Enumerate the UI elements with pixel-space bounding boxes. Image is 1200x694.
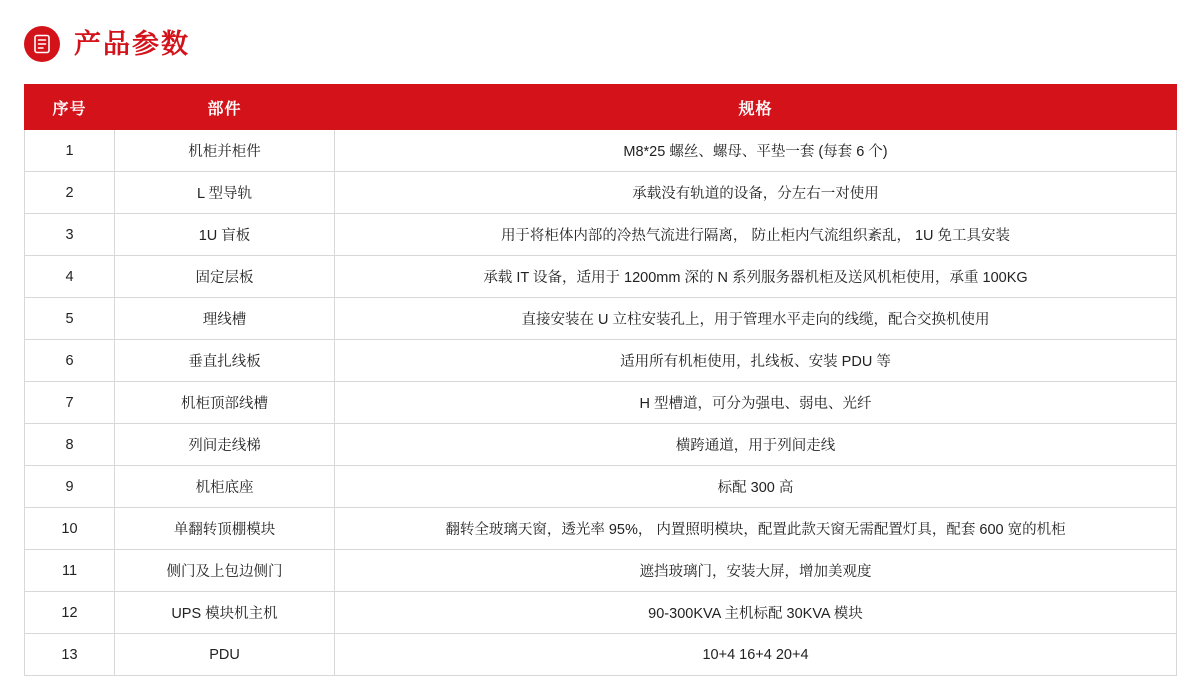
cell-no: 1 bbox=[25, 130, 115, 172]
table-row bbox=[25, 214, 1177, 256]
cell-spec: 适用所有机柜使用，扎线板、安装 PDU 等 bbox=[335, 340, 1177, 382]
cell-part: 机柜并柜件 bbox=[115, 130, 335, 172]
table-row bbox=[25, 256, 1177, 298]
cell-spec: 横跨通道，用于列间走线 bbox=[335, 424, 1177, 466]
table-header bbox=[25, 85, 1177, 130]
table-row bbox=[25, 298, 1177, 340]
cell-part: 理线槽 bbox=[115, 298, 335, 340]
cell-part: 垂直扎线板 bbox=[115, 340, 335, 382]
cell-part: 1U 盲板 bbox=[115, 214, 335, 256]
cell-no: 7 bbox=[25, 382, 115, 424]
cell-no: 11 bbox=[25, 550, 115, 592]
cell-part: 机柜顶部线槽 bbox=[115, 382, 335, 424]
table-header-row bbox=[25, 85, 1177, 130]
table-row bbox=[25, 172, 1177, 214]
cell-part: 固定层板 bbox=[115, 256, 335, 298]
cell-spec: M8*25 螺丝、螺母、平垫一套 (每套 6 个) bbox=[335, 130, 1177, 172]
cell-part: 单翻转顶棚模块 bbox=[115, 508, 335, 550]
cell-no: 6 bbox=[25, 340, 115, 382]
page-header bbox=[0, 0, 1200, 66]
table-row bbox=[25, 382, 1177, 424]
cell-no: 4 bbox=[25, 256, 115, 298]
table-row bbox=[25, 508, 1177, 550]
cell-part: L 型导轨 bbox=[115, 172, 335, 214]
cell-no: 9 bbox=[25, 466, 115, 508]
table-row bbox=[25, 340, 1177, 382]
spec-table bbox=[24, 84, 1177, 676]
table-row bbox=[25, 130, 1177, 172]
cell-no: 2 bbox=[25, 172, 115, 214]
table-row bbox=[25, 424, 1177, 466]
table-row bbox=[25, 634, 1177, 676]
column-header-no: 序号 bbox=[25, 85, 115, 130]
table-body bbox=[25, 130, 1177, 676]
cell-no: 8 bbox=[25, 424, 115, 466]
cell-no: 5 bbox=[25, 298, 115, 340]
cell-spec: 承载 IT 设备，适用于 1200mm 深的 N 系列服务器机柜及送风机柜使用，承重 100KG bbox=[335, 256, 1177, 298]
column-header-spec: 规格 bbox=[335, 85, 1177, 130]
cell-spec: 用于将柜体内部的冷热气流进行隔离， 防止柜内气流组织紊乱， 1U 免工具安装 bbox=[335, 214, 1177, 256]
document-list-icon bbox=[24, 26, 60, 62]
cell-part: 机柜底座 bbox=[115, 466, 335, 508]
cell-no: 12 bbox=[25, 592, 115, 634]
cell-spec: 标配 300 高 bbox=[335, 466, 1177, 508]
table-row bbox=[25, 550, 1177, 592]
cell-part: 列间走线梯 bbox=[115, 424, 335, 466]
spec-table-wrapper bbox=[24, 84, 1176, 676]
cell-spec: 翻转全玻璃天窗，透光率 95%， 内置照明模块，配置此款天窗无需配置灯具，配套 600 宽的机柜 bbox=[335, 508, 1177, 550]
cell-spec: 遮挡玻璃门，安装大屏，增加美观度 bbox=[335, 550, 1177, 592]
cell-spec: 10+4 16+4 20+4 bbox=[335, 634, 1177, 676]
page-title: 产品参数 bbox=[74, 28, 190, 59]
cell-spec: H 型槽道，可分为强电、弱电、光纤 bbox=[335, 382, 1177, 424]
cell-spec: 90-300KVA 主机标配 30KVA 模块 bbox=[335, 592, 1177, 634]
cell-part: PDU bbox=[115, 634, 335, 676]
cell-no: 10 bbox=[25, 508, 115, 550]
cell-spec: 承载没有轨道的设备，分左右一对使用 bbox=[335, 172, 1177, 214]
cell-part: UPS 模块机主机 bbox=[115, 592, 335, 634]
column-header-part: 部件 bbox=[115, 85, 335, 130]
cell-part: 侧门及上包边侧门 bbox=[115, 550, 335, 592]
cell-spec: 直接安装在 U 立柱安装孔上，用于管理水平走向的线缆，配合交换机使用 bbox=[335, 298, 1177, 340]
cell-no: 13 bbox=[25, 634, 115, 676]
table-row bbox=[25, 466, 1177, 508]
table-row bbox=[25, 592, 1177, 634]
cell-no: 3 bbox=[25, 214, 115, 256]
